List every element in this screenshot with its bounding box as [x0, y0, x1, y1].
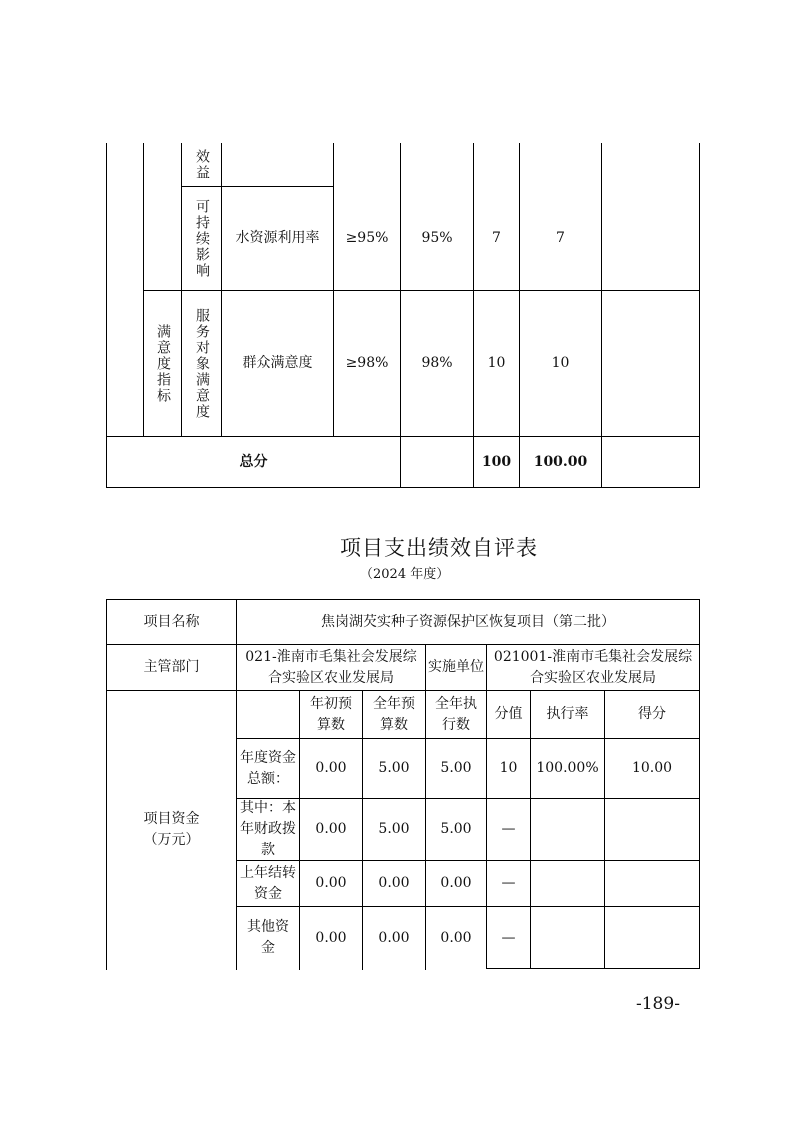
benefit-subcategory: 效益: [194, 148, 210, 181]
funds-row-label: 其他资金: [247, 919, 289, 956]
funds-row-executed: 5.00: [440, 760, 472, 776]
total-score: 100.00: [533, 453, 588, 470]
funds-row-rate: [531, 799, 604, 860]
year-subtitle: （2024 年度）: [360, 567, 450, 582]
satisfaction-target: ≥98%: [345, 355, 389, 371]
page-title: 项目支出绩效自评表: [340, 536, 538, 560]
project-name-label: 项目名称: [143, 613, 200, 630]
funds-row-executed: 0.00: [440, 929, 472, 946]
satisfaction-subcategory: 服务对象满意度: [194, 307, 210, 420]
header-rate: 执行率: [546, 706, 589, 722]
dept-label: 主管部门: [143, 659, 200, 675]
sustain-target: ≥95%: [345, 230, 389, 246]
satisfaction-score: 10: [551, 355, 570, 371]
header-initial: 年初预算数: [310, 695, 352, 733]
page-number: -189-: [636, 994, 680, 1014]
total-weight: 100: [481, 453, 512, 470]
funds-row-annual: 5.00: [378, 821, 410, 837]
funds-row-initial: 0.00: [315, 875, 347, 891]
funds-row-weight: —: [501, 929, 516, 946]
impl-label: 实施单位: [428, 659, 484, 675]
dept-value: 021-淮南市毛集社会发展综合实验区农业发展局: [245, 648, 417, 686]
satisfaction-indicator: 群众满意度: [242, 355, 313, 371]
project-name-value: 焦岗湖芡实种子资源保护区恢复项目（第二批）: [321, 613, 615, 630]
funds-row-initial: 0.00: [315, 929, 347, 946]
funds-row-label: 上年结转资金: [240, 864, 296, 902]
funds-row-weight: —: [501, 821, 516, 837]
sustain-weight: 7: [492, 230, 501, 246]
funds-row-score: [605, 907, 699, 969]
impl-value: 021001-淮南市毛集社会发展综合实验区农业发展局: [493, 648, 693, 686]
header-score: 得分: [638, 706, 666, 722]
funds-row-annual: 0.00: [378, 875, 410, 891]
funds-row-annual: 5.00: [378, 760, 410, 776]
funds-row-score: [605, 799, 699, 860]
funds-row-rate: [531, 861, 604, 906]
funds-row-rate: [531, 907, 604, 969]
funds-row-initial: 0.00: [315, 760, 347, 776]
funds-row-executed: 0.00: [440, 875, 472, 891]
sustain-score: 7: [556, 230, 565, 246]
header-annual: 全年预算数: [373, 695, 415, 733]
funds-row-label: 其中：本年财政拨款: [240, 800, 296, 858]
funds-row-initial: 0.00: [315, 821, 347, 837]
sustain-subcategory: 可持续影响: [194, 198, 210, 279]
funds-row-score: 10.00: [631, 760, 673, 776]
sustain-actual: 95%: [421, 230, 453, 246]
sustain-indicator: 水资源利用率: [235, 230, 320, 246]
funds-label: 项目资金（万元）: [143, 811, 200, 848]
total-label: 总分: [239, 453, 268, 470]
header-weight: 分值: [494, 706, 523, 722]
satisfaction-weight: 10: [487, 355, 506, 371]
satisfaction-actual: 98%: [421, 355, 453, 371]
funds-row-weight: 10: [499, 760, 518, 776]
funds-row-executed: 5.00: [440, 821, 472, 837]
funds-row-annual: 0.00: [378, 929, 410, 946]
funds-row-label: 年度资金总额：: [240, 749, 296, 787]
satisfaction-category: 满意度指标: [155, 323, 171, 404]
header-executed: 全年执行数: [435, 695, 477, 733]
funds-row-rate: 100.00%: [536, 760, 599, 776]
funds-row-weight: —: [501, 875, 516, 891]
funds-row-score: [605, 861, 699, 906]
